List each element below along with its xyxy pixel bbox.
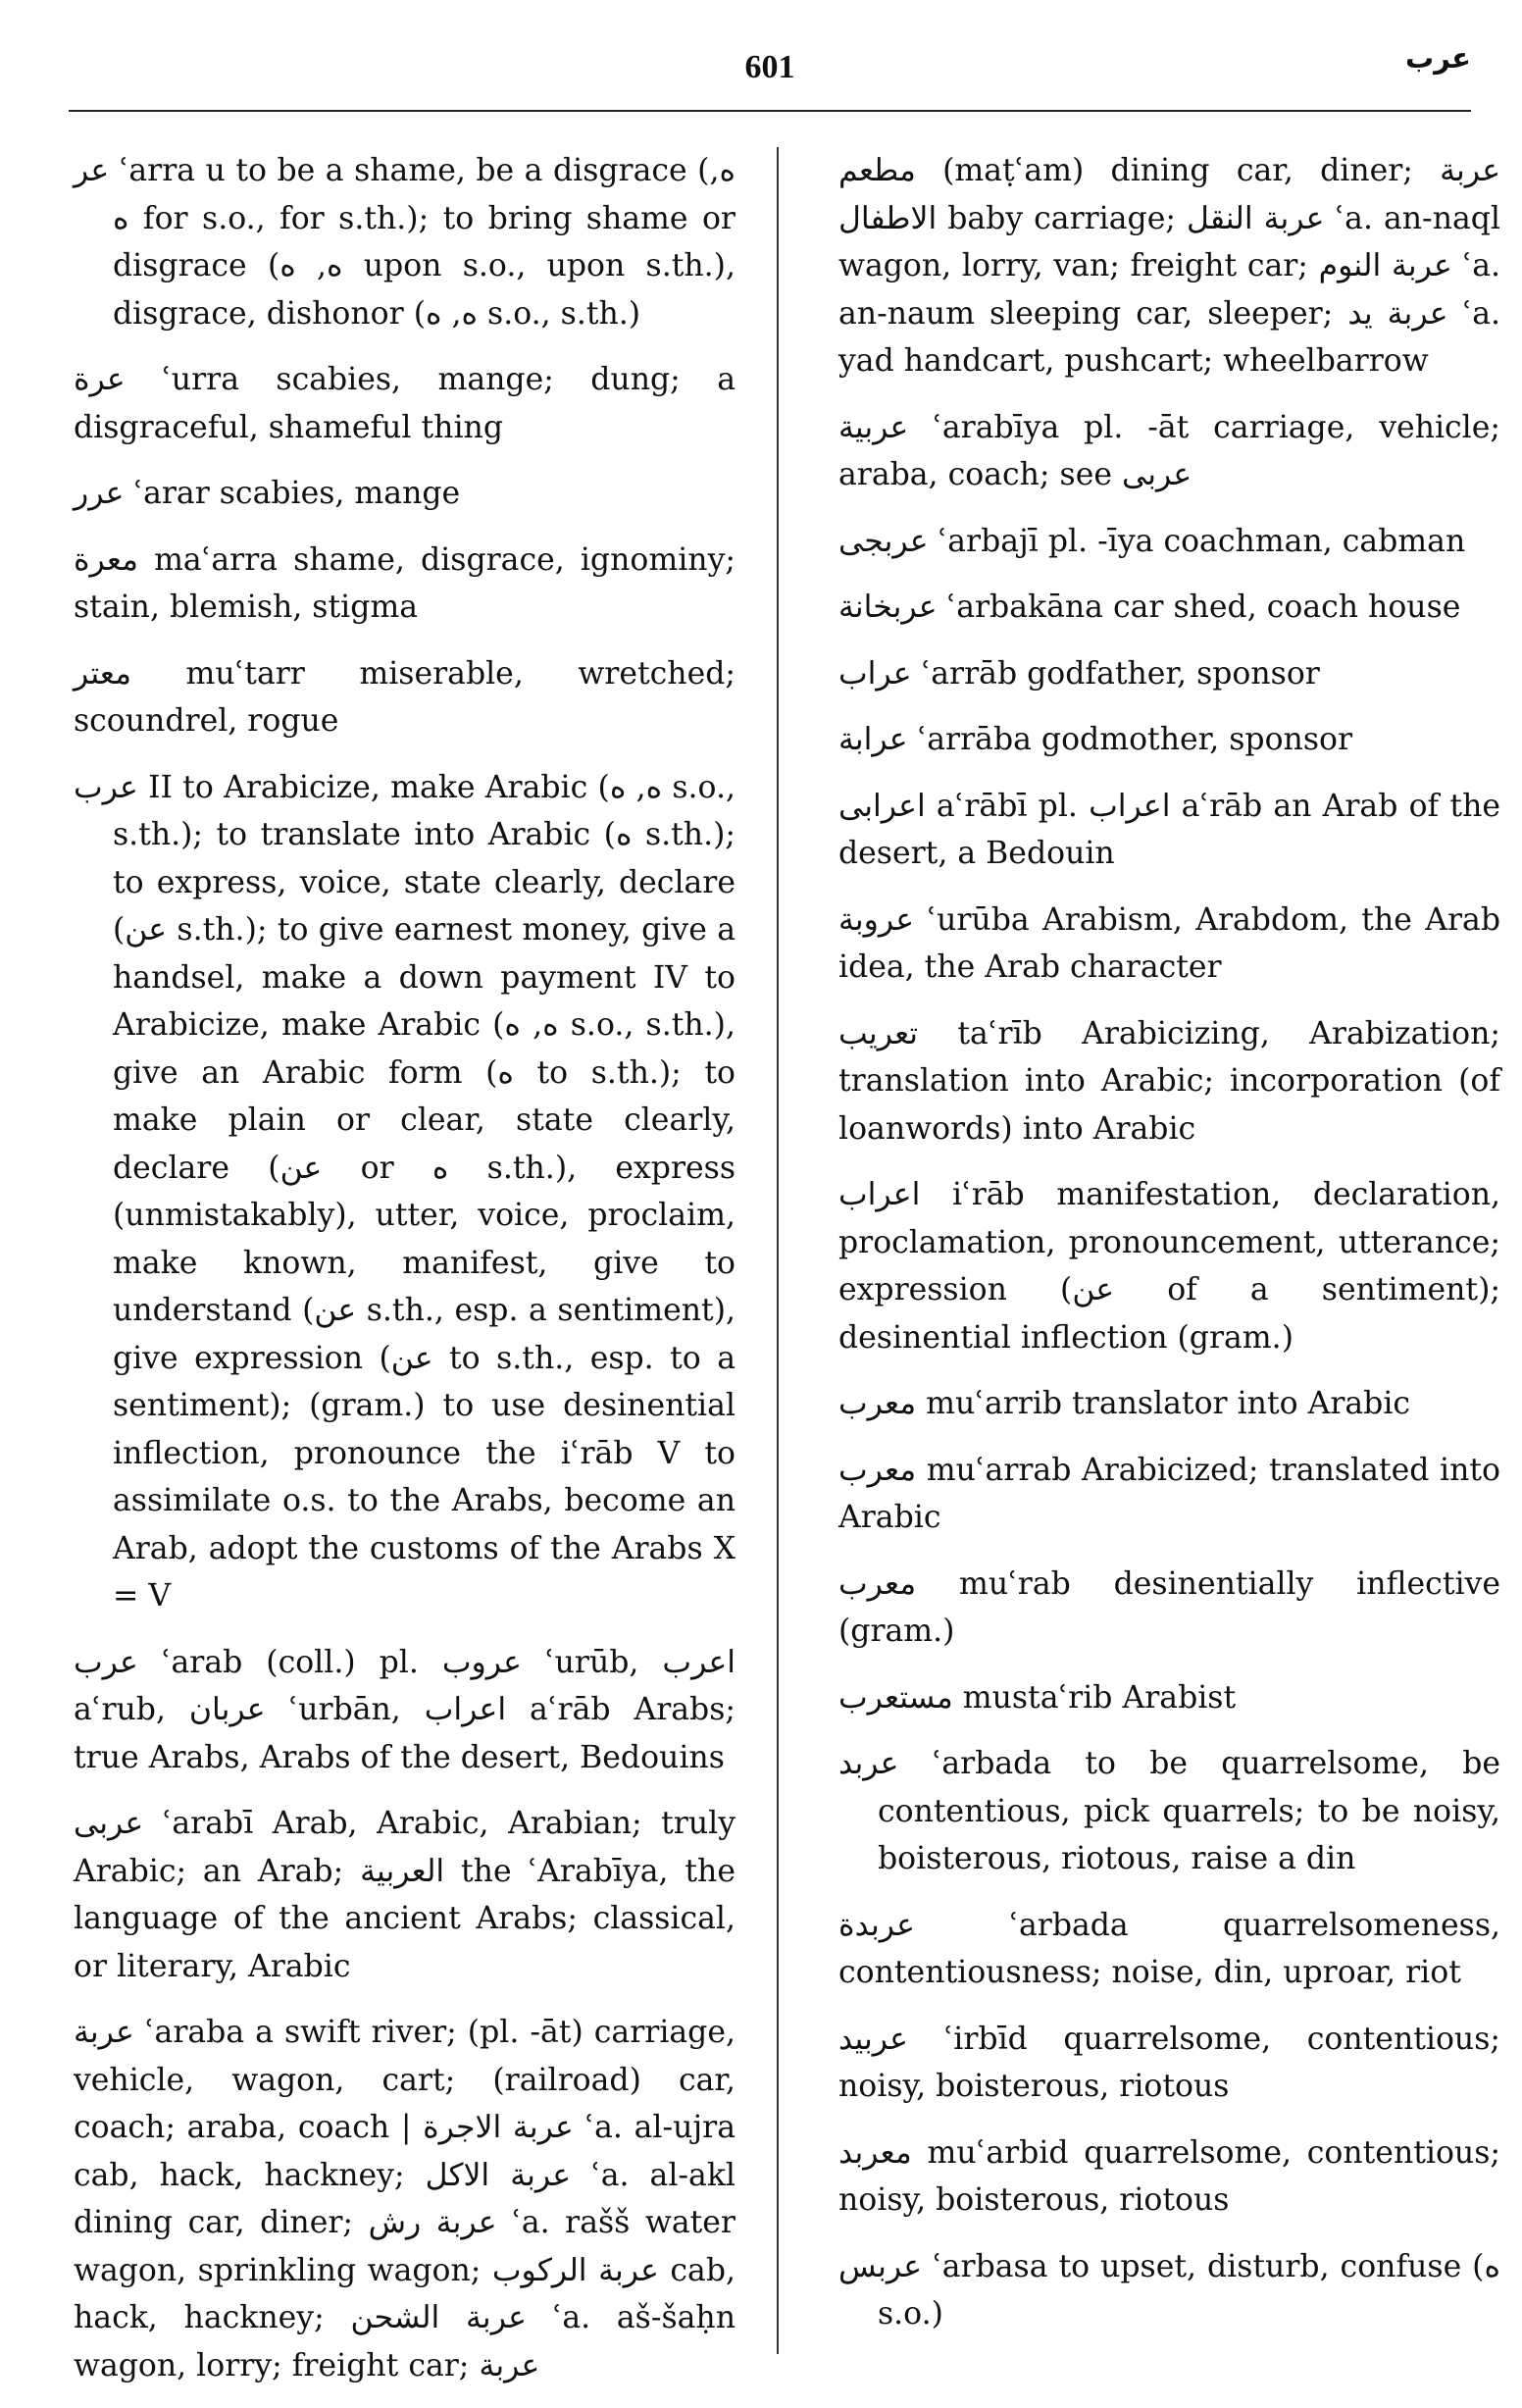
dictionary-entry-sub: تعريب taʿrīb Arabicizing, Arabization; translation into Arabic; incorporation (of loanwords) into Arabic	[838, 1015, 1500, 1147]
page-header	[69, 41, 1471, 110]
dictionary-entry-sub: عربخانة ʿarbakāna car shed, coach house	[838, 589, 1461, 625]
dictionary-entry-sub: معرب muʿrab desinentially inflective (gram.)	[838, 1565, 1500, 1649]
dictionary-entry-sub: عرب ʿarab (coll.) pl. عروب ʿurūb, اعرب aʿrub, عربان ʿurbān, اعراب aʿrāb Arabs; true Arabs, Arabs of the desert, Bedouins	[74, 1644, 736, 1775]
dictionary-entry-main: عربد ʿarbada to be quarrelsome, be contentious, pick quarrels; to be noisy, boisterous, riotous, raise a din	[838, 1746, 1500, 1876]
dictionary-entry-main: عربس ʿarbasa to upset, disturb, confuse (ه s.o.)	[838, 2248, 1500, 2331]
right-column	[838, 147, 1500, 2357]
dictionary-entry-sub: معرب muʿarrib translator into Arabic	[838, 1386, 1411, 1421]
left-column	[74, 147, 736, 2408]
dictionary-entry-sub: اعراب iʿrāb manifestation, declaration, proclamation, pronouncement, utterance; expression (عن of a sentiment); desinential inflection (gram.)	[838, 1177, 1500, 1356]
header-rule	[69, 110, 1471, 112]
dictionary-entry-sub: عرر ʿarar scabies, mange	[74, 476, 461, 511]
dictionary-entry-sub: مطعم (maṭʿam) dining car, diner; عربة الاطفال baby carriage; عربة النقل ʿa. an-naql wagon, lorry, van; freight car; عربة النوم ʿa. an-naum sleeping car, sleeper; عربة يد ʿa. yad handcart, pushcart; wheelbarrow	[838, 153, 1501, 379]
dictionary-entry-sub: اعرابى aʿrābī pl. اعراب aʿrāb an Arab of the desert, a Bedouin	[838, 788, 1500, 871]
dictionary-entry-sub: عربدة ʿarbada quarrelsomeness, contentiousness; noise, din, uproar, riot	[838, 1907, 1500, 1990]
page-number: 601	[744, 49, 795, 85]
dictionary-entry-sub: معتر muʿtarr miserable, wretched; scoundrel, rogue	[74, 655, 736, 739]
dictionary-entry-sub: عرة ʿurra scabies, mange; dung; a disgraceful, shameful thing	[74, 362, 736, 445]
dictionary-entry-sub: معرب muʿarrab Arabicized; translated into Arabic	[838, 1452, 1500, 1535]
dictionary-entry-sub: عربية ʿarabīya pl. -āt carriage, vehicle; araba, coach; see عربى	[838, 409, 1500, 492]
dictionary-entry-sub: عربة ʿaraba a swift river; (pl. -āt) carriage, vehicle, wagon, cart; (railroad) car, coach; araba, coach | عربة الاجرة ʿa. al-ujra cab, hack, hackney; عربة الاكل ʿa. al-akl dining car, diner; عربة رش ʿa. rašš water wagon, sprinkling wagon; عربة الركوب cab, hack, hackney; عربة الشحن ʿa. aš-šaḥn wagon, lorry; freight car; عربة	[74, 2015, 736, 2383]
dictionary-entry-sub: عروبة ʿurūba Arabism, Arabdom, the Arab idea, the Arab character	[838, 901, 1500, 985]
dictionary-entry-sub: مستعرب mustaʿrib Arabist	[838, 1679, 1237, 1716]
dictionary-entry-main: عرب II to Arabicize, make Arabic (ه, ه s.o., s.th.); to translate into Arabic (ه s.th.); to express, voice, state clearly, declare (عن s.th.); to give earnest money, give a handsel, make a down payment IV to Arabicize, make Arabic (ه, ه s.o., s.th.), give an Arabic form (ه to s.th.); to make plain or clear, state clearly, declare (عن or ه s.th.), express (unmistakably), utter, voice, proclaim, make known, manifest, give to understand (عن s.th., esp. a sentiment), give expression (عن to s.th., esp. to a sentiment); (gram.) to use desinential inflection, pronounce the iʿrāb V to assimilate o.s. to the Arabs, become an Arab, adopt the customs of the Arabs X = V	[74, 769, 736, 1614]
dictionary-entry-sub: عربى ʿarabī Arab, Arabic, Arabian; truly Arabic; an Arab; العربية the ʿArabīya, the language of the ancient Arabs; classical, or literary, Arabic	[74, 1806, 736, 1984]
dictionary-entry-main: عر ʿarra u to be a shame, be a disgrace (ه, ه for s.o., for s.th.); to bring shame or disgrace (ه, ه upon s.o., upon s.th.), disgrace, dishonor (ه, ه s.o., s.th.)	[74, 153, 736, 332]
column-divider	[777, 147, 779, 2354]
dictionary-entry-sub: عرابة ʿarrāba godmother, sponsor	[838, 722, 1353, 757]
dictionary-entry-sub: عراب ʿarrāb godfather, sponsor	[838, 655, 1320, 692]
running-headword: عرب	[1405, 41, 1471, 75]
dictionary-entry-sub: معرة maʿarra shame, disgrace, ignominy; stain, blemish, stigma	[74, 541, 736, 625]
dictionary-entry-sub: معربد muʿarbid quarrelsome, contentious; noisy, boisterous, riotous	[838, 2134, 1500, 2218]
dictionary-entry-sub: عربيد ʿirbīd quarrelsome, contentious; noisy, boisterous, riotous	[838, 2021, 1500, 2104]
dictionary-entry-sub: عربجى ʿarbajī pl. -īya coachman, cabman	[838, 523, 1466, 559]
